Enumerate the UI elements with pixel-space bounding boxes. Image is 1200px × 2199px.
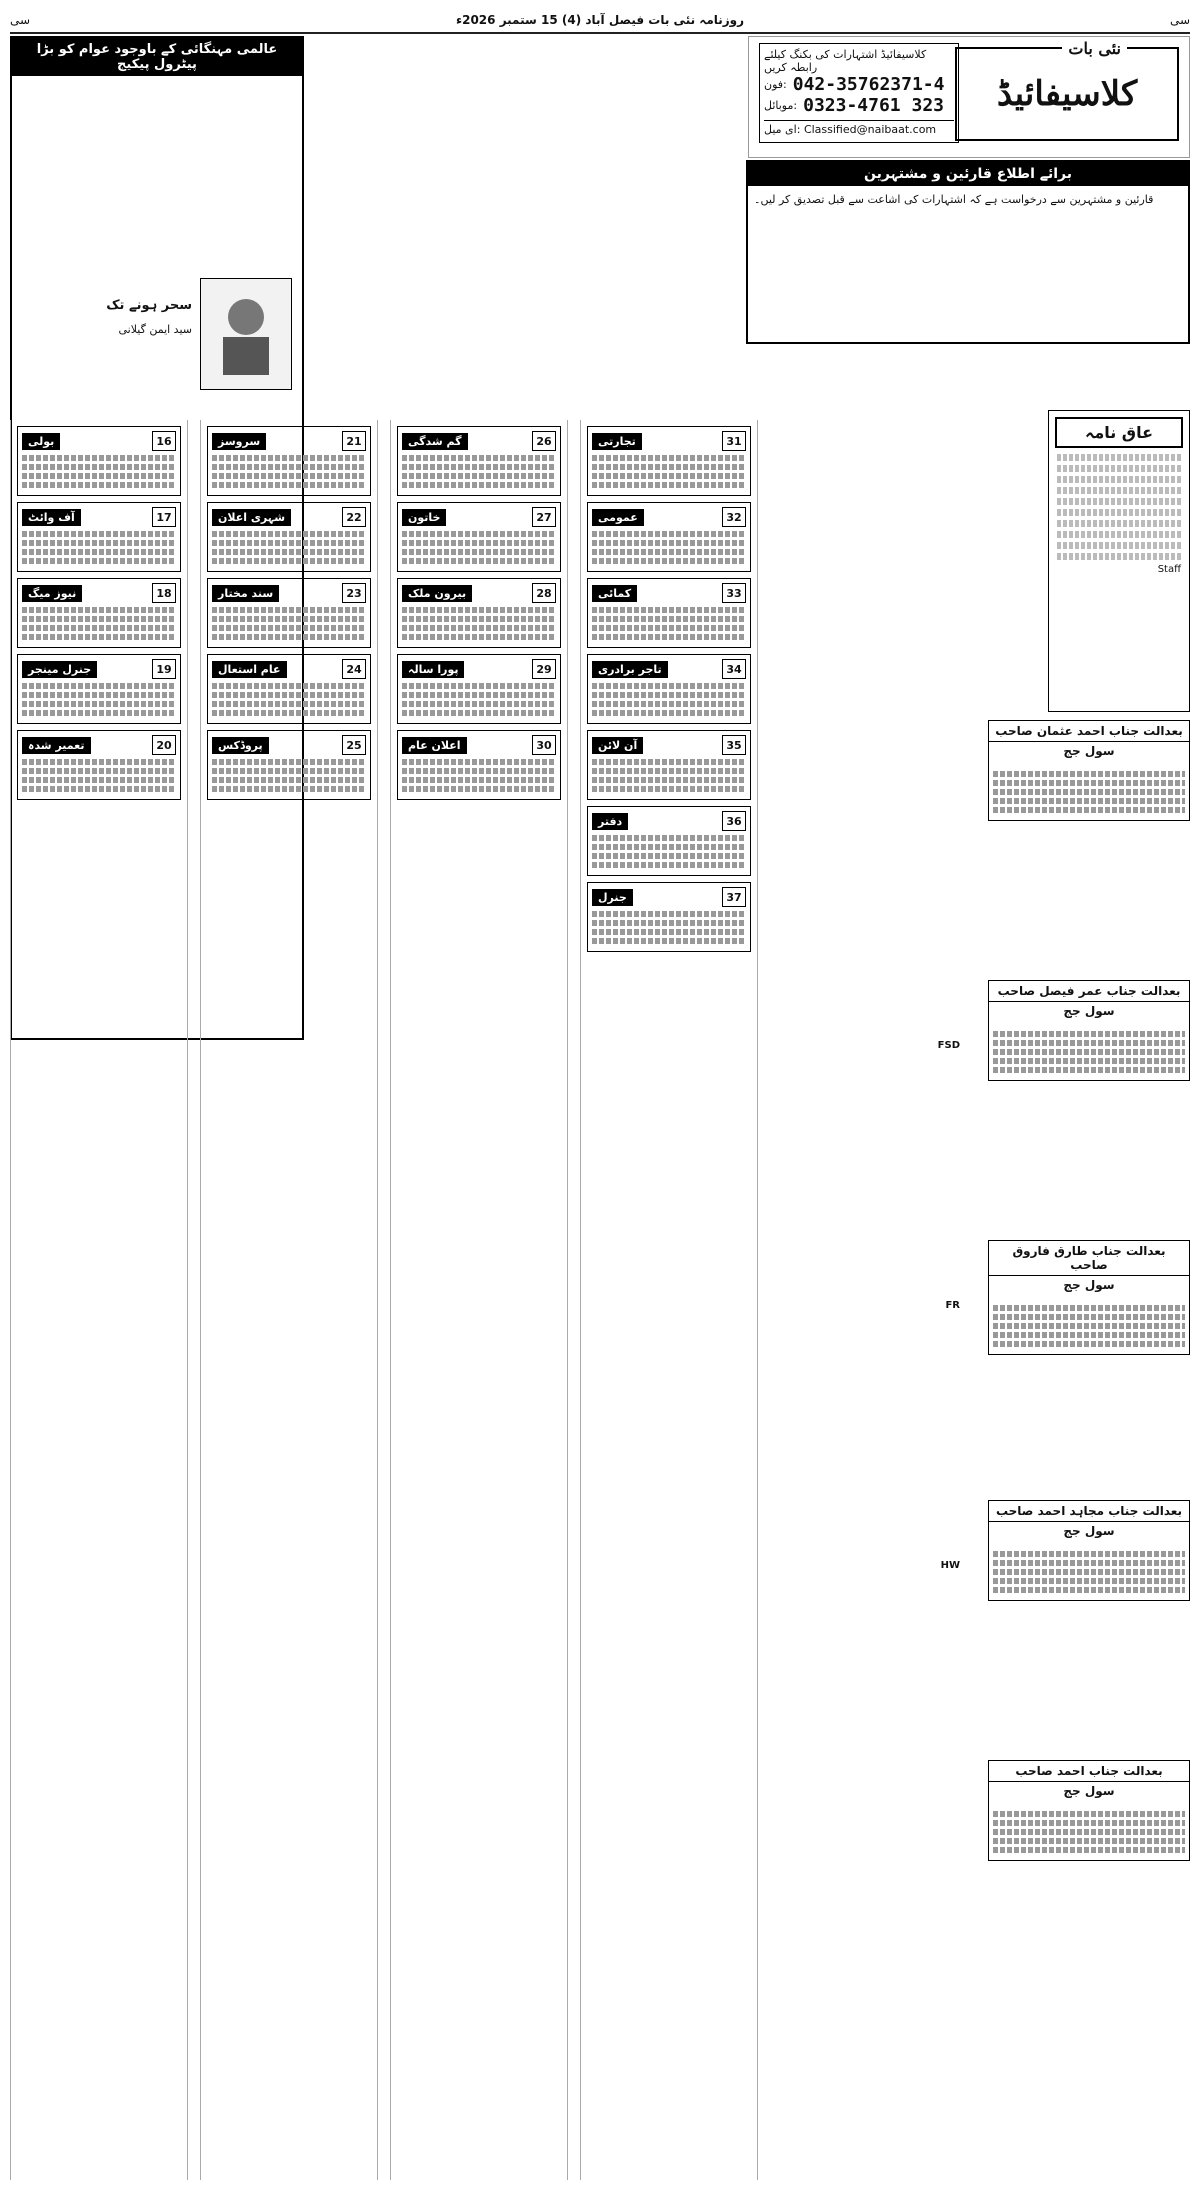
column-1 (10, 420, 188, 2180)
column-2 (200, 420, 378, 2180)
card-label: کمائی (592, 585, 637, 602)
notice-body: قارئین و مشتہرین سے درخواست ہے کہ اشتہارات کی اشاعت سے قبل تصدیق کر لیں۔ (754, 193, 1154, 206)
card-label: تجارتی (592, 433, 642, 450)
court-title: بعدالت جناب طارق فاروق صاحب (989, 1241, 1189, 1276)
court-title: بعدالت جناب مجاہد احمد صاحب (989, 1501, 1189, 1522)
card-number: 20 (152, 735, 176, 755)
card-label: جنرل مینجر (22, 661, 97, 678)
aaq-naama (1048, 410, 1190, 712)
ad-card (397, 730, 561, 800)
hw-tag: HW (940, 1560, 960, 1571)
card-label: تاجر برادری (592, 661, 668, 678)
card-label: سند مختار (212, 585, 279, 602)
logo-main: نئی بات (1062, 39, 1127, 58)
ad-card (397, 654, 561, 724)
card-number: 22 (342, 507, 366, 527)
author-portrait (200, 278, 292, 390)
card-number: 33 (722, 583, 746, 603)
notice-box (746, 160, 1190, 344)
card-number: 21 (342, 431, 366, 451)
card-label: جنرل (592, 889, 633, 906)
card-label: عمومی (592, 509, 644, 526)
mobile-label: موبائل: (764, 99, 798, 112)
center-date: روزنامہ نئی بات فیصل آباد (4) 15 ستمبر 2026ء (455, 13, 745, 27)
court-notice (988, 720, 1190, 821)
ad-card (207, 578, 371, 648)
logo-sub: کلاسیفائیڈ (996, 74, 1138, 114)
card-label: بولی (22, 433, 60, 450)
ad-card (207, 426, 371, 496)
card-number: 25 (342, 735, 366, 755)
card-number: 17 (152, 507, 176, 527)
card-number: 16 (152, 431, 176, 451)
ad-card (17, 502, 181, 572)
card-number: 34 (722, 659, 746, 679)
card-number: 23 (342, 583, 366, 603)
logo (955, 39, 1179, 141)
email-row (764, 120, 954, 136)
ad-card (587, 654, 751, 724)
court-subtitle: سول جج (1063, 744, 1115, 758)
card-label: تعمیر شدہ (22, 737, 91, 754)
court-subtitle: سول جج (1063, 1004, 1115, 1018)
court-subtitle: سول جج (1063, 1278, 1115, 1292)
author-byline: سحر ہونے تک (106, 298, 192, 313)
court-title: بعدالت جناب احمد صاحب (989, 1761, 1189, 1782)
masthead (748, 36, 1190, 158)
card-number: 26 (532, 431, 556, 451)
ad-card (207, 502, 371, 572)
card-number: 36 (722, 811, 746, 831)
ad-card (397, 502, 561, 572)
card-label: گم شدگی (402, 433, 468, 450)
card-label: پروڈکس (212, 737, 269, 754)
card-label: شہری اعلان (212, 509, 291, 526)
card-label: نیوز میگ (22, 585, 82, 602)
feature-title: عالمی مہنگائی کے باوجود عوام کو بڑا پیٹرول پیکیج (12, 38, 302, 76)
phone-number: 042-35762371-4 (792, 74, 945, 95)
ad-card (587, 806, 751, 876)
court-notice (988, 1760, 1190, 1861)
court-notice (988, 1500, 1190, 1601)
column-3 (390, 420, 568, 2180)
court-notice (988, 980, 1190, 1081)
email-address: Classified@naibaat.com (803, 123, 937, 136)
court-title: بعدالت جناب عمر فیصل صاحب (989, 981, 1189, 1002)
card-number: 28 (532, 583, 556, 603)
fsd-tag: FSD (937, 1040, 960, 1051)
staff-label: Staff (1157, 564, 1181, 575)
card-label: آف وائٹ (22, 509, 81, 526)
ad-card (587, 502, 751, 572)
card-label: اعلان عام (402, 737, 467, 754)
mobile-number: 0323-4761 323 (803, 95, 944, 116)
card-number: 35 (722, 735, 746, 755)
ad-card (587, 578, 751, 648)
card-number: 18 (152, 583, 176, 603)
aaq-badge: عاق نامہ (1055, 417, 1183, 448)
card-label: دفتر (592, 813, 628, 830)
court-subtitle: سول جج (1063, 1524, 1115, 1538)
classified-grid (10, 420, 750, 2180)
court-notice (988, 1240, 1190, 1355)
ad-card (397, 578, 561, 648)
phone-label: فون: (764, 78, 787, 91)
author-name: سید ایمن گیلانی (118, 323, 192, 336)
ad-card (17, 426, 181, 496)
card-label: عام استعال (212, 661, 287, 678)
ad-card (207, 654, 371, 724)
card-number: 32 (722, 507, 746, 527)
email-label: ای میل: (764, 123, 801, 136)
header-line (10, 8, 1190, 34)
ad-card (17, 578, 181, 648)
card-number: 29 (532, 659, 556, 679)
ad-card (587, 426, 751, 496)
contact-title: کلاسیفائیڈ اشتہارات کی بکنگ کیلئے رابطہ کریں (764, 48, 927, 74)
fr-tag: FR (945, 1300, 960, 1311)
card-label: آن لائن (592, 737, 643, 754)
ad-card (207, 730, 371, 800)
ad-card (587, 882, 751, 952)
card-label: پورا سالہ (402, 661, 464, 678)
ad-card (17, 654, 181, 724)
notice-title: برائے اطلاع قارئین و مشتہرین (748, 162, 1188, 186)
card-number: 31 (722, 431, 746, 451)
ad-card (397, 426, 561, 496)
right-marker: سی (1169, 13, 1190, 27)
card-number: 24 (342, 659, 366, 679)
card-label: بیرون ملک (402, 585, 472, 602)
card-number: 37 (722, 887, 746, 907)
card-label: سروسز (212, 433, 266, 450)
card-label: خاتون (402, 509, 446, 526)
ad-card (17, 730, 181, 800)
left-marker: سی (10, 13, 31, 27)
card-number: 27 (532, 507, 556, 527)
contact-box (759, 43, 959, 143)
column-4 (580, 420, 758, 2180)
ad-card (587, 730, 751, 800)
court-title: بعدالت جناب احمد عثمان صاحب (989, 721, 1189, 742)
card-number: 30 (532, 735, 556, 755)
card-number: 19 (152, 659, 176, 679)
court-subtitle: سول جج (1063, 1784, 1115, 1798)
